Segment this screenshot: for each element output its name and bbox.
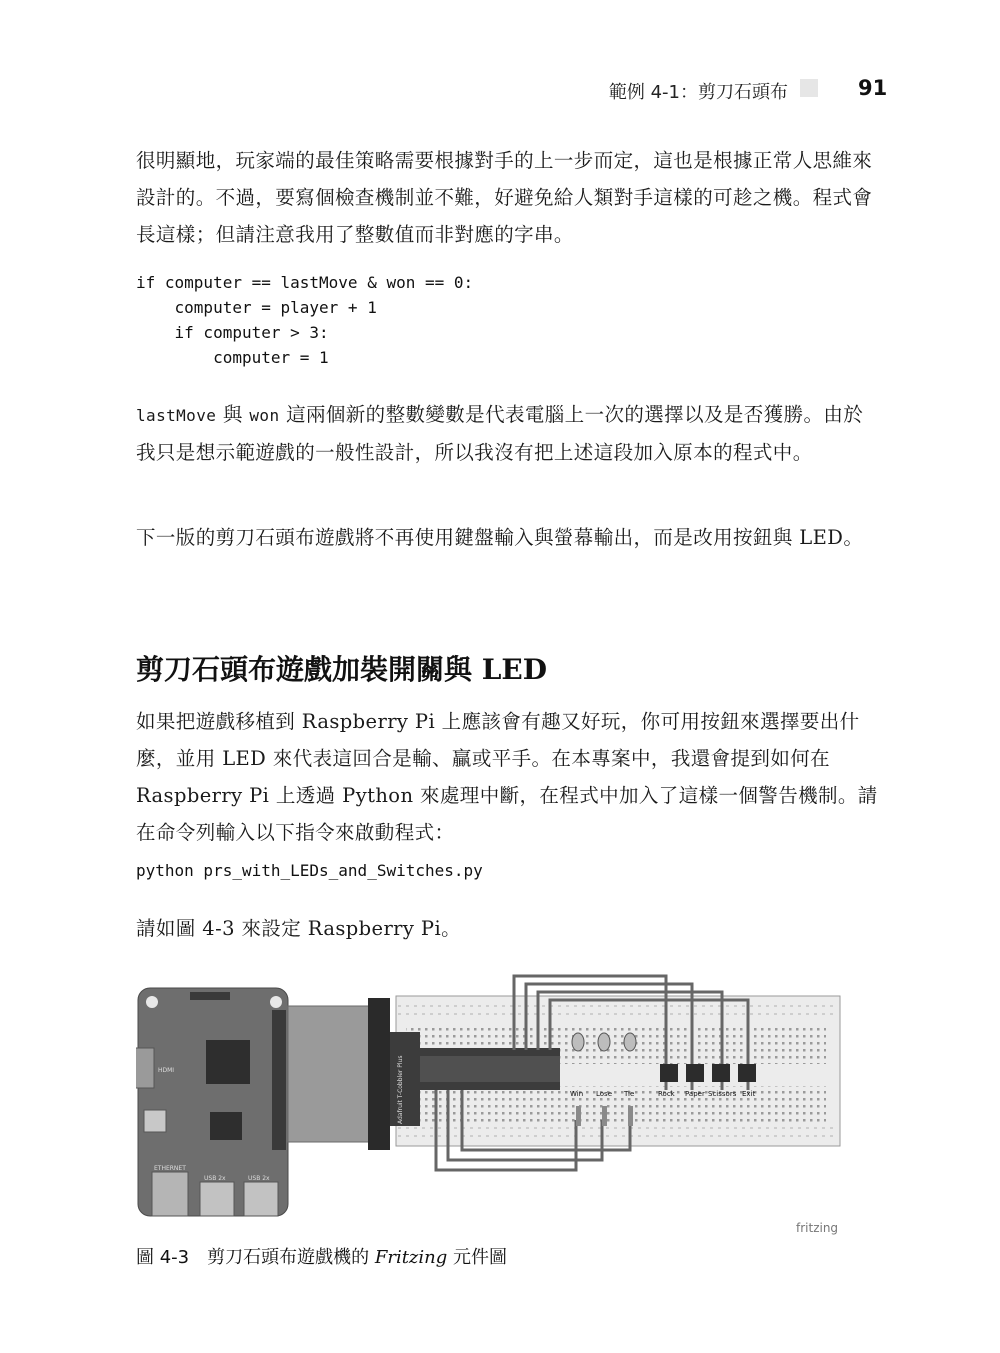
label-paper: Paper: [685, 1090, 705, 1098]
button-scissors: [712, 1064, 730, 1082]
fritzing-watermark: fritzing: [796, 1221, 839, 1235]
mount-hole: [270, 996, 282, 1008]
header-marker: [800, 79, 818, 97]
usb-port-1: [200, 1182, 234, 1216]
label-exit: Exit: [742, 1090, 756, 1098]
usb-port-2: [244, 1182, 278, 1216]
audio-jack: [144, 1110, 166, 1132]
label-scissors: Scissors: [708, 1090, 737, 1098]
ribbon-connector: [368, 998, 390, 1150]
paragraph-4: 如果把遊戲移植到 Raspberry Pi 上應該會有趣又好玩，你可用按鈕來選擇要出什麼，並用 LED 來代表這回合是輸、贏或平手。在本專案中，我還會提到如何在 Raspberry Pi 上透過 Python 來處理中斷，在程式中加入了這樣一個警告機制。請在命令列輸入以下指令來啟動程式：: [136, 710, 878, 844]
caption-italic: Fritzing: [374, 1247, 448, 1268]
fritzing-diagram: [136, 970, 856, 1238]
led-win: [572, 1033, 584, 1051]
usb-1-label: USB 2x: [204, 1175, 226, 1182]
mount-hole: [146, 996, 158, 1008]
section-title: 範例 4-1：剪刀石頭布: [608, 82, 788, 103]
running-header: [0, 76, 1000, 106]
caption-prefix: 圖 4-3 剪刀石頭布遊戲機的: [136, 1247, 375, 1268]
resistor: [602, 1106, 607, 1126]
resistor: [576, 1106, 581, 1126]
display-connector: [190, 992, 230, 1000]
label-lose: Lose: [596, 1090, 613, 1098]
cobbler-label: Adafruit T-Cobbler Plus: [397, 1055, 404, 1124]
cobbler-body: [420, 1056, 560, 1082]
led-tie: [624, 1033, 636, 1051]
label-win: Win: [570, 1090, 584, 1098]
figure-caption: [136, 1243, 507, 1269]
inline-code-lastmove: lastMove: [136, 406, 217, 425]
button-exit: [738, 1064, 756, 1082]
paragraph-2: [136, 396, 882, 471]
paragraph-3: 下一版的剪刀石頭布遊戲將不再使用鍵盤輸入與螢幕輸出，而是改用按鈕與 LED。: [136, 526, 864, 549]
code-block-1: if computer == lastMove & won == 0: computer = player + 1 if computer > 3: computer = 1: [136, 273, 474, 367]
paragraph-1: 很明顯地，玩家端的最佳策略需要根據對手的上一步而定，這也是根據正常人思維來設計的。不過，要寫個檢查機制並不難，好避免給人類對手這樣的可趁之機。程式會長這樣；但請注意我用了整數值而非對應的字串。: [136, 149, 873, 246]
section-heading: 剪刀石頭布遊戲加裝開關與 LED: [136, 653, 548, 686]
soc-chip: [206, 1040, 250, 1084]
gpio-header: [272, 1010, 286, 1150]
ribbon-cable: [288, 1006, 380, 1142]
hdmi-port: [136, 1048, 154, 1088]
usb-controller-chip: [210, 1112, 242, 1140]
hdmi-label: HDMI: [158, 1067, 175, 1074]
paragraph-2-mid: 與: [216, 403, 250, 426]
paragraph-2-rest: 這兩個新的整數變數是代表電腦上一次的選擇以及是否獲勝。由於我只是想示範遊戲的一般性設計，所以我沒有把上述這段加入原本的程式中。: [136, 403, 864, 464]
component-labels: [570, 1090, 756, 1098]
ethernet-port: [152, 1172, 188, 1216]
code-block-2: python prs_with_LEDs_and_Switches.py: [136, 861, 483, 880]
led-lose: [598, 1033, 610, 1051]
button-rock: [660, 1064, 678, 1082]
ethernet-label: ETHERNET: [154, 1165, 186, 1172]
fritzing-figure: [136, 970, 856, 1238]
usb-2-label: USB 2x: [248, 1175, 270, 1182]
paragraph-5: 請如圖 4-3 來設定 Raspberry Pi。: [136, 917, 461, 940]
resistor: [628, 1106, 633, 1126]
inline-code-won: won: [249, 406, 280, 425]
cobbler-pins-bottom: [420, 1082, 560, 1090]
t-cobbler: [390, 1032, 420, 1126]
page-number: 91: [858, 76, 888, 100]
caption-suffix: 元件圖: [447, 1247, 508, 1268]
label-rock: Rock: [658, 1090, 675, 1098]
breadboard-holes-bottom: [406, 1086, 826, 1122]
label-tie: Tie: [624, 1090, 635, 1098]
button-paper: [686, 1064, 704, 1082]
